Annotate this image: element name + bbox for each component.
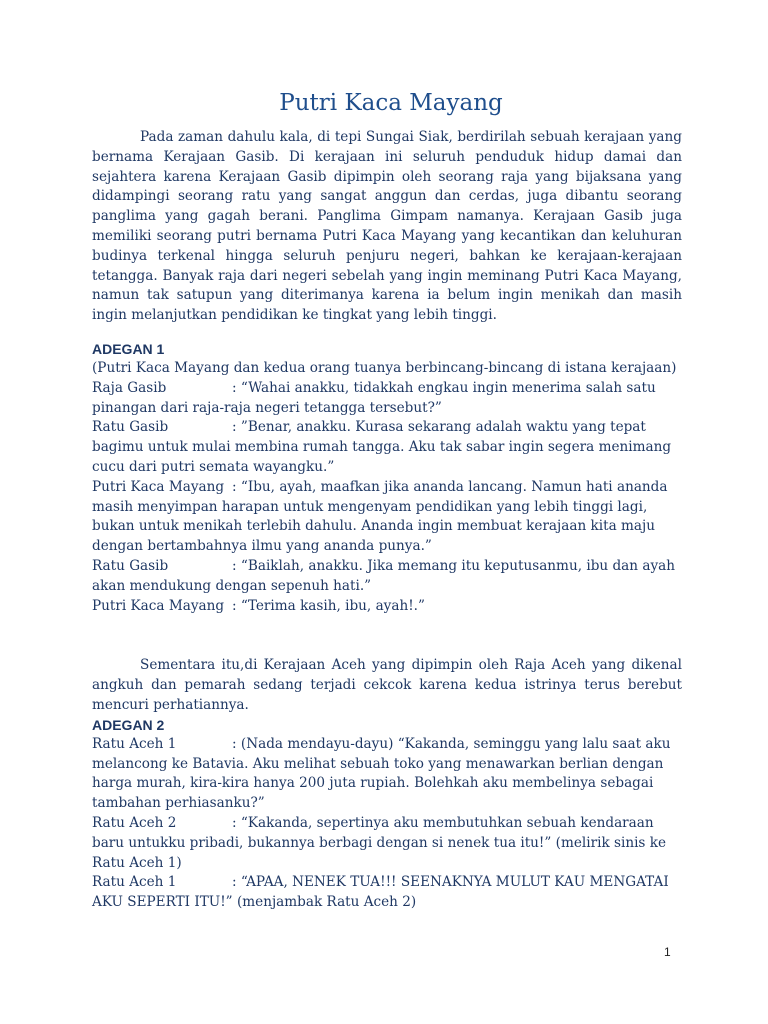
dialogue-speaker: Putri Kaca Mayang bbox=[92, 478, 225, 495]
dialogue-line bbox=[92, 597, 682, 617]
dialogue-text: : “Kakanda, sepertinya aku membutuhkan sebuah kendaraan baru untukku pribadi, bukannya berbagi dengan si nenek tua itu!” (melirik sinis ke Ratu Aceh 1) bbox=[92, 814, 667, 871]
dialogue-text: : “Baiklah, anakku. Jika memang itu keputusanmu, ibu dan ayah akan mendukung dengan sepenuh hati.” bbox=[92, 557, 675, 594]
dialogue-text: : “Terima kasih, ibu, ayah!.” bbox=[232, 597, 425, 614]
dialogue-speaker: Ratu Aceh 1 bbox=[92, 735, 177, 752]
dialogue-line bbox=[92, 873, 682, 913]
dialogue-text: : “Wahai anakku, tidakkah engkau ingin menerima salah satu pinangan dari raja-raja negeri tetangga tersebut?” bbox=[92, 379, 656, 416]
dialogue-speaker: Putri Kaca Mayang bbox=[92, 597, 225, 614]
scene-1-stage-note: (Putri Kaca Mayang dan kedua orang tuanya berbincang-bincang di istana kerajaan) bbox=[92, 359, 677, 376]
dialogue-line bbox=[92, 478, 682, 557]
dialogue-line bbox=[92, 735, 682, 814]
dialogue-speaker: Ratu Gasib bbox=[92, 557, 169, 574]
blank-space bbox=[92, 616, 682, 656]
dialogue-speaker: Raja Gasib bbox=[92, 379, 167, 396]
scene-2 bbox=[92, 716, 682, 913]
dialogue-text: : (Nada mendayu-dayu) “Kakanda, seminggu yang lalu saat aku melancong ke Batavia. Aku melihat sebuah toko yang menawarkan berlian dengan harga murah, kira-kira hanya 200 juta rupiah. Bolehkah aku membelinya sebagai tambahan perhiasanku?” bbox=[92, 735, 671, 812]
dialogue-speaker: Ratu Gasib bbox=[92, 419, 169, 436]
dialogue-text: : ”Benar, anakku. Kurasa sekarang adalah waktu yang tepat bagimu untuk mulai membina rumah tangga. Aku tak sabar ingin segera menimang cucu dari putri semata wayangku.” bbox=[92, 419, 672, 475]
intro-paragraph: Pada zaman dahulu kala, di tepi Sungai Siak, berdirilah sebuah kerajaan yang bernama Kerajaan Gasib. Di kerajaan ini seluruh penduduk hidup damai dan sejahtera karena Kerajaan Gasib dipimpin oleh seorang raja yang bijaksana yang didampingi seorang ratu yang sangat anggun dan cerdas, juga dibantu seorang panglima yang gagah berani. Panglima Gimpam namanya. Kerajaan Gasib juga memiliki seorang putri bernama Putri Kaca Mayang yang kecantikan dan keluhuran budinya terkenal hingga seluruh penjuru negeri, bahkan ke kerajaan-kerajaan tetangga. Banyak raja dari negeri sebelah yang ingin meminang Putri Kaca Mayang, namun tak satupun yang diterimanya karena ia belum ingin menikah dan masih ingin melanjutkan pendidikan ke tingkat yang lebih tinggi. bbox=[92, 129, 682, 324]
narration-paragraph: Sementara itu,di Kerajaan Aceh yang dipimpin oleh Raja Aceh yang dikenal angkuh dan pemarah sedang terjadi cekcok karena kedua istrinya terus berebut mencuri perhatiannya. bbox=[92, 657, 682, 713]
scene-1-heading: ADEGAN 1 bbox=[92, 340, 165, 357]
scene-2-heading: ADEGAN 2 bbox=[92, 716, 165, 733]
page-number: 1 bbox=[664, 945, 671, 959]
scene-1 bbox=[92, 340, 682, 616]
document-page bbox=[92, 88, 682, 913]
dialogue-line bbox=[92, 379, 682, 419]
dialogue-line bbox=[92, 814, 682, 873]
document-title: Putri Kaca Mayang bbox=[279, 90, 503, 116]
dialogue-speaker: Ratu Aceh 2 bbox=[92, 814, 177, 831]
dialogue-text: : “APAA, NENEK TUA!!! SEENAKNYA MULUT KAU MENGATAI AKU SEPERTI ITU!” (menjambak Ratu Aceh 2) bbox=[92, 874, 669, 911]
dialogue-line bbox=[92, 557, 682, 597]
dialogue-speaker: Ratu Aceh 1 bbox=[92, 874, 177, 891]
dialogue-text: : “Ibu, ayah, maafkan jika ananda lancang. Namun hati ananda masih menyimpan harapan untuk mengenyam pendidikan yang lebih tinggi lagi, bukan untuk menikah terlebih dahulu. Ananda ingin membuat kerajaan kita maju dengan bertambahnya ilmu yang ananda punya.” bbox=[92, 478, 668, 555]
dialogue-line bbox=[92, 418, 682, 477]
